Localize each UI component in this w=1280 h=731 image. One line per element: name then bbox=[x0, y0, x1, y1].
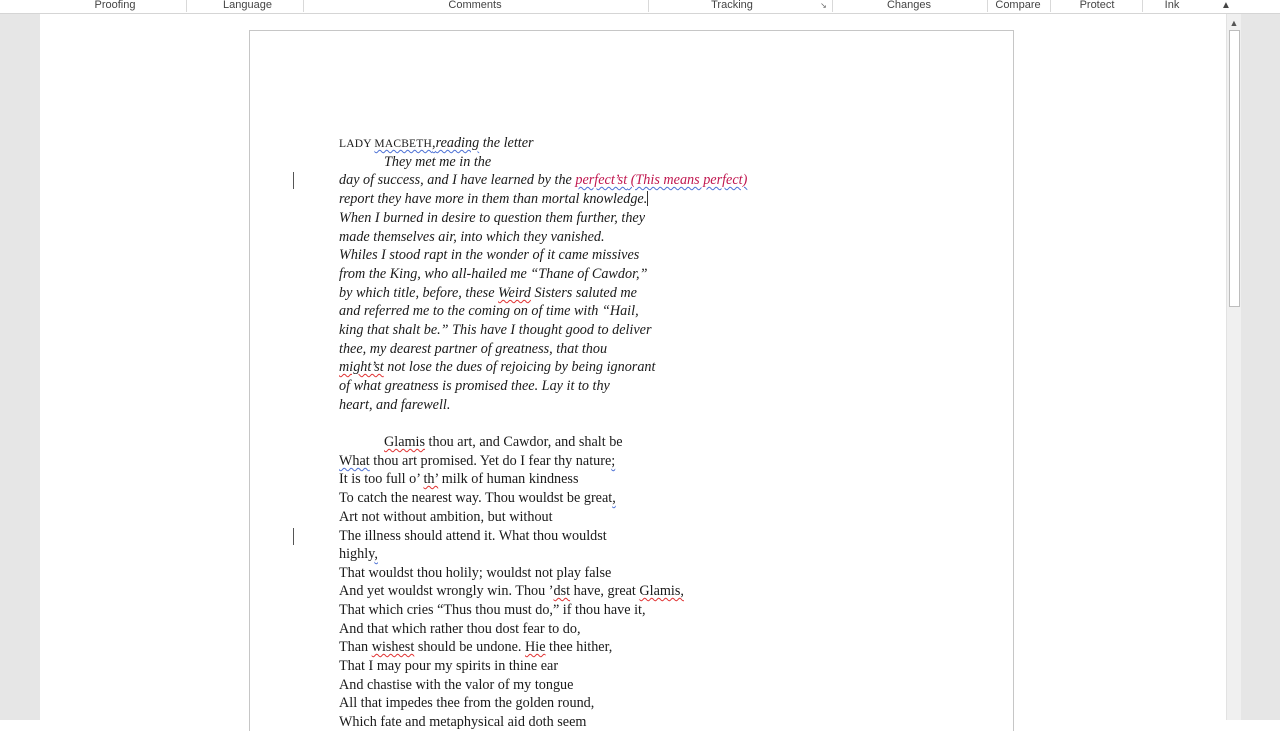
speech-text: have, great bbox=[570, 583, 640, 599]
letter-text: not lose the dues of rejoicing by being ignorant bbox=[383, 359, 656, 375]
vertical-scrollbar[interactable] bbox=[1226, 14, 1241, 720]
dialog-launcher-icon[interactable]: ↘ bbox=[820, 1, 827, 10]
letter-line[interactable] bbox=[339, 284, 637, 302]
misspelled-word[interactable]: dst bbox=[553, 583, 571, 599]
tracked-insertion: perfect’st bbox=[575, 172, 628, 188]
speech-text: It is too full o’ bbox=[339, 471, 424, 487]
speech-line[interactable] bbox=[339, 489, 616, 507]
misspelled-word[interactable]: might’st bbox=[339, 359, 384, 375]
speech-line[interactable] bbox=[339, 452, 615, 470]
speech-line[interactable] bbox=[384, 433, 623, 451]
speech-line[interactable] bbox=[339, 582, 684, 600]
ribbon-separator bbox=[648, 0, 649, 12]
letter-line[interactable]: made themselves air, into which they vanished. bbox=[339, 229, 605, 245]
speech-line[interactable]: Which fate and metaphysical aid doth seem bbox=[339, 714, 587, 730]
ribbon-separator bbox=[1142, 0, 1143, 12]
letter-line[interactable]: heart, and farewell. bbox=[339, 397, 451, 413]
speech-text: highly bbox=[339, 546, 375, 562]
speech-text: should be undone. bbox=[414, 639, 525, 655]
speech-line[interactable] bbox=[339, 545, 378, 563]
speaker-name: LADY MACBETH bbox=[339, 138, 433, 150]
ribbon-group-protect: Protect bbox=[1079, 0, 1115, 11]
ribbon-separator bbox=[987, 0, 988, 12]
speech-line[interactable]: And chastise with the valor of my tongue bbox=[339, 677, 574, 693]
ribbon-separator bbox=[832, 0, 833, 12]
letter-line[interactable]: They met me in the bbox=[384, 154, 492, 170]
tracked-insertion-note: (This means perfect) bbox=[627, 172, 748, 188]
speech-text: Than bbox=[339, 639, 372, 655]
grammar-flag[interactable]: What bbox=[339, 453, 370, 469]
canvas-right-margin bbox=[1240, 14, 1280, 720]
ribbon-group-language: Language bbox=[223, 0, 272, 11]
stage-direction-rest: the letter bbox=[479, 135, 534, 151]
speaker-name-checked: MACBETH bbox=[374, 138, 433, 150]
stage-direction-reading: reading bbox=[435, 135, 480, 151]
grammar-flag[interactable]: , bbox=[374, 546, 378, 562]
ribbon-group-labels bbox=[0, 0, 1280, 14]
misspelled-word[interactable]: Glamis bbox=[384, 434, 425, 450]
ribbon-separator bbox=[1050, 0, 1051, 12]
speech-line[interactable]: That I may pour my spirits in thine ear bbox=[339, 658, 559, 674]
ribbon-separator bbox=[186, 0, 187, 12]
letter-line[interactable]: When I burned in desire to question them further, they bbox=[339, 210, 646, 226]
misspelled-word[interactable]: th’ bbox=[423, 471, 439, 487]
speech-line[interactable]: That which cries “Thus thou must do,” if thou have it, bbox=[339, 602, 646, 618]
letter-line[interactable]: of what greatness is promised thee. Lay it to thy bbox=[339, 378, 610, 394]
ribbon-group-compare: Compare bbox=[995, 0, 1041, 11]
speech-text: thou art, and Cawdor, and shalt be bbox=[424, 434, 623, 450]
scroll-up-icon[interactable]: ▲ bbox=[1229, 18, 1239, 28]
letter-text: by which title, before, these bbox=[339, 285, 499, 301]
letter-text: report they have more in them than mortal knowledge. bbox=[339, 191, 648, 207]
letter-text: day of success, and I have learned by the bbox=[339, 172, 576, 188]
speech-line[interactable] bbox=[339, 638, 612, 656]
letter-line[interactable] bbox=[339, 171, 747, 189]
speech-text: thee hither, bbox=[545, 639, 613, 655]
ribbon-group-changes: Changes bbox=[886, 0, 932, 11]
heading-comma: , bbox=[432, 135, 436, 151]
change-bar bbox=[293, 528, 294, 545]
scroll-thumb[interactable] bbox=[1229, 30, 1240, 307]
misspelled-word[interactable]: Weird bbox=[498, 285, 531, 301]
speech-line[interactable]: Art not without ambition, but without bbox=[339, 509, 553, 525]
ribbon-group-comments: Comments bbox=[448, 0, 502, 11]
letter-line[interactable]: and referred me to the coming on of time with “Hail, bbox=[339, 303, 639, 319]
speech-line[interactable]: And that which rather thou dost fear to do, bbox=[339, 621, 581, 637]
letter-line[interactable]: thee, my dearest partner of greatness, that thou bbox=[339, 341, 608, 357]
letter-line[interactable]: from the King, who all-hailed me “Thane of Cawdor,” bbox=[339, 266, 648, 282]
ribbon-separator bbox=[303, 0, 304, 12]
canvas-left-margin bbox=[0, 14, 40, 720]
letter-line[interactable] bbox=[339, 190, 648, 208]
ribbon-group-proofing: Proofing bbox=[94, 0, 136, 11]
grammar-flag[interactable]: , bbox=[612, 490, 616, 506]
text-cursor bbox=[647, 191, 648, 206]
speaker-heading[interactable] bbox=[339, 134, 534, 153]
speech-line[interactable] bbox=[339, 470, 578, 488]
misspelled-word[interactable]: Glamis, bbox=[639, 583, 684, 599]
speech-line[interactable]: All that impedes thee from the golden round, bbox=[339, 695, 595, 711]
misspelled-word[interactable]: Hie bbox=[525, 639, 546, 655]
change-bar bbox=[293, 172, 294, 189]
letter-line[interactable]: Whiles I stood rapt in the wonder of it came missives bbox=[339, 247, 640, 263]
speech-text: To catch the nearest way. Thou wouldst be great bbox=[339, 490, 613, 506]
speech-text: thou art promised. Yet do I fear thy nature bbox=[369, 453, 612, 469]
ribbon-group-tracking: Tracking bbox=[711, 0, 753, 11]
speech-line[interactable]: That wouldst thou holily; wouldst not play false bbox=[339, 565, 612, 581]
speech-text: And yet wouldst wrongly win. Thou ’ bbox=[339, 583, 554, 599]
ribbon-group-ink: Ink bbox=[1164, 0, 1180, 11]
misspelled-word[interactable]: wishest bbox=[371, 639, 415, 655]
speech-text: milk of human kindness bbox=[438, 471, 579, 487]
grammar-flag[interactable]: ; bbox=[611, 453, 616, 469]
collapse-ribbon-icon[interactable]: ▲ bbox=[1221, 0, 1231, 11]
letter-text: Sisters saluted me bbox=[530, 285, 637, 301]
speech-line[interactable]: The illness should attend it. What thou wouldst bbox=[339, 528, 607, 544]
letter-line[interactable]: king that shalt be.” This have I thought good to deliver bbox=[339, 322, 652, 338]
letter-line[interactable] bbox=[339, 358, 655, 376]
